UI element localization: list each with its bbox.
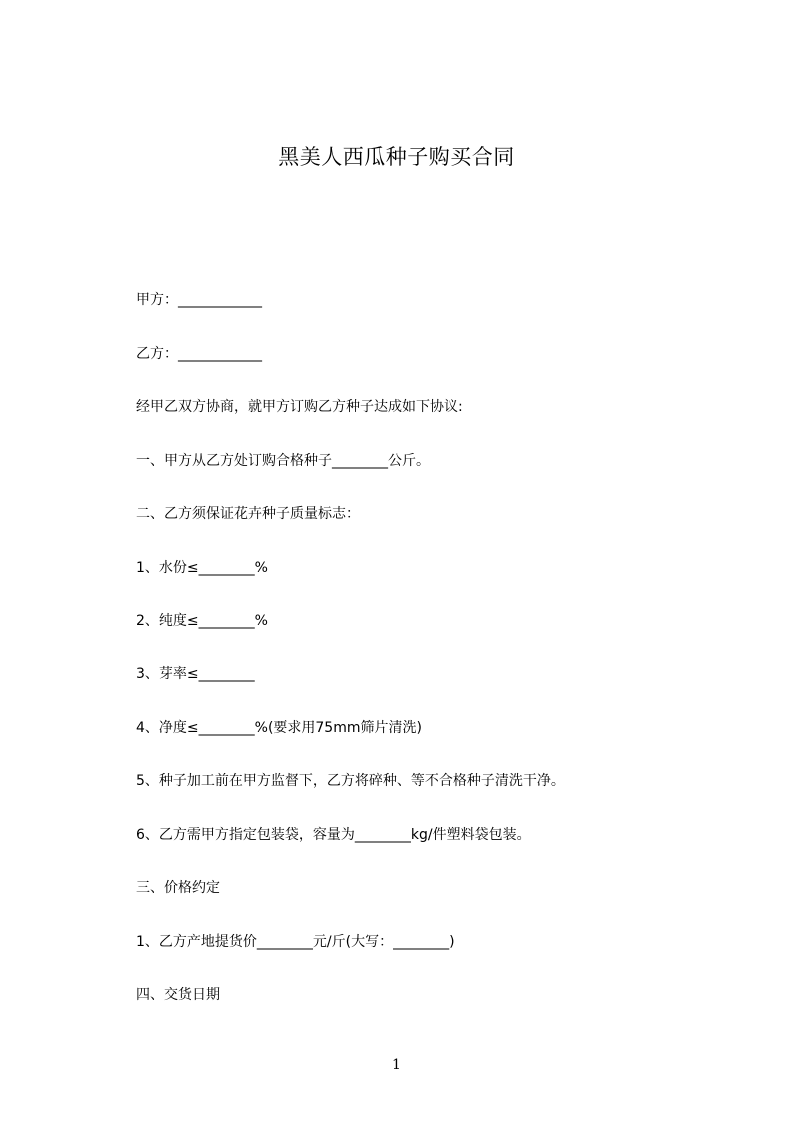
clause-2-packaging: 6、乙方需甲方指定包装袋，容量为________kg/件塑料袋包装。 xyxy=(136,827,531,843)
clause-2-cleanliness: 4、净度≤________%(要求用75mm筛片清洗) xyxy=(136,720,422,736)
clause-2-moisture: 1、水份≤________% xyxy=(136,560,268,576)
agreement-intro: 经甲乙双方协商，就甲方订购乙方种子达成如下协议: xyxy=(136,399,463,415)
clause-2-purity: 2、纯度≤________% xyxy=(136,613,268,629)
page-number: 1 xyxy=(392,1057,401,1073)
clause-3-heading: 三、价格约定 xyxy=(136,880,220,896)
document-title: 黑美人西瓜种子购买合同 xyxy=(278,145,515,169)
clause-2-heading: 二、乙方须保证花卉种子质量标志： xyxy=(136,506,360,522)
clause-1-quantity: 一、甲方从乙方处订购合格种子________公斤。 xyxy=(136,453,430,469)
party-b-line: 乙方：____________ xyxy=(136,346,262,362)
clause-3-price: 1、乙方产地提货价________元/斤(大写：________) xyxy=(136,934,455,950)
clause-2-cleaning: 5、种子加工前在甲方监督下，乙方将碎种、等不合格种子清洗干净。 xyxy=(136,773,565,789)
clause-2-germination: 3、芽率≤________ xyxy=(136,666,255,682)
clause-4-heading: 四、交货日期 xyxy=(136,987,220,1003)
party-a-line: 甲方：____________ xyxy=(136,292,262,308)
